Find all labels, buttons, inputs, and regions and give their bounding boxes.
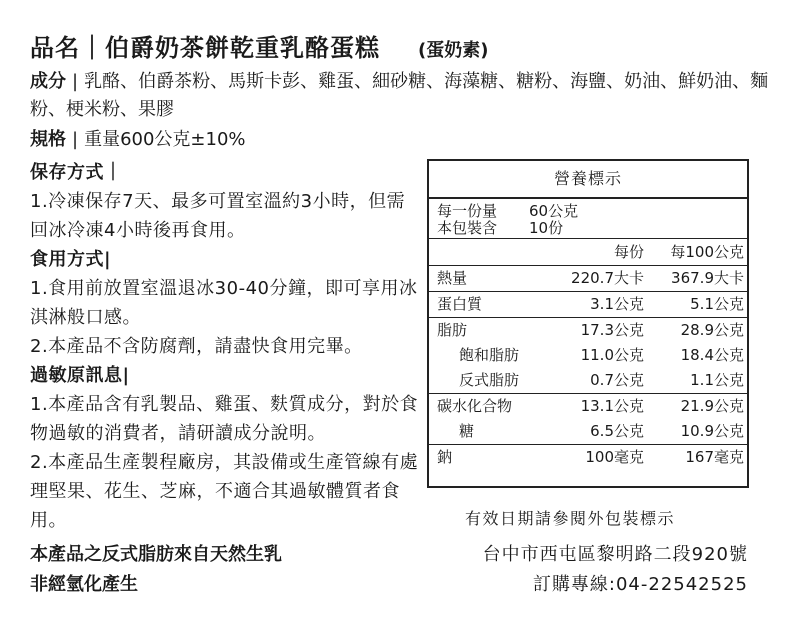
spec-text: 重量600公克±10% — [84, 129, 246, 150]
spec-separator: | — [72, 129, 79, 150]
usage-label: 食用方式| — [30, 249, 112, 270]
servings-label: 本包裝含 — [437, 219, 498, 237]
nutrient-per-serving: 11.0公克 — [580, 346, 644, 364]
nutrition-row — [429, 368, 747, 393]
nutrient-name: 鈉 — [437, 448, 453, 466]
expiry-note: 有效日期請參閱外包裝標示 — [465, 509, 676, 528]
contact-info — [483, 540, 748, 600]
nutrition-panel — [427, 159, 749, 488]
nutrient-per-serving: 3.1公克 — [590, 295, 644, 313]
nutrient-per-100g: 367.9大卡 — [671, 269, 744, 287]
nutrient-name: 脂肪 — [437, 321, 468, 339]
allergen-line: 2.本產品生產製程廠房，其設備或生產管線有處理堅果、花生、芝麻，不適合其過敏體質者食用。 — [30, 452, 419, 531]
nutrient-name: 蛋白質 — [437, 295, 483, 313]
diet-note: (蛋奶素) — [418, 40, 489, 61]
nutrient-per-100g: 1.1公克 — [690, 371, 744, 389]
nutrient-per-serving: 6.5公克 — [590, 422, 644, 440]
nutrition-row — [429, 444, 747, 470]
col-per-100g: 每100公克 — [670, 243, 744, 261]
nutrient-per-100g: 5.1公克 — [690, 295, 744, 313]
nutrient-per-serving: 220.7大卡 — [571, 269, 644, 287]
nutrient-per-100g: 28.9公克 — [680, 321, 744, 339]
nutrition-row — [429, 343, 747, 368]
nutrition-row — [429, 265, 747, 291]
col-per-serving: 每份 — [613, 243, 644, 261]
nutrient-name: 熱量 — [437, 269, 468, 287]
storage-line: 1.冷凍保存7天、最多可置室溫約3小時，但需回冰冷凍4小時後再食用。 — [30, 191, 406, 241]
product-name: 品名｜伯爵奶茶餅乾重乳酪蛋糕 — [30, 34, 380, 62]
trans-fat-note — [30, 540, 282, 600]
ingredients-label: 成分 — [30, 71, 66, 92]
nutrient-per-serving: 100毫克 — [585, 448, 644, 466]
nutrient-per-100g: 10.9公克 — [680, 422, 744, 440]
usage-line: 1.食用前放置室溫退冰30-40分鐘，即可享用冰淇淋般口感。 — [30, 278, 418, 328]
nutrient-per-100g: 18.4公克 — [680, 346, 744, 364]
ingredients-section — [30, 68, 775, 124]
allergen-label: 過敏原訊息| — [30, 365, 130, 386]
nutrient-name: 碳水化合物 — [437, 397, 513, 415]
nutrient-per-100g: 21.9公克 — [680, 397, 744, 415]
nutrition-header-row — [429, 239, 747, 265]
serving-size-label: 每一份量 — [437, 202, 498, 220]
servings-value: 10份 — [529, 219, 564, 237]
nutrition-row — [429, 317, 747, 343]
allergen-line: 1.本產品含有乳製品、雞蛋、麩質成分，對於食物過敏的消費者，請研讀成分說明。 — [30, 394, 419, 444]
product-title-row — [30, 28, 488, 63]
nutrient-name: 飽和脂肪 — [459, 346, 520, 364]
nutrient-per-serving: 0.7公克 — [590, 371, 644, 389]
nutrient-per-serving: 17.3公克 — [580, 321, 644, 339]
nutrition-row — [429, 393, 747, 419]
ingredients-text: 乳酪、伯爵茶粉、馬斯卡彭、雞蛋、細砂糖、海藻糖、糖粉、海鹽、奶油、鮮奶油、麵粉、梗米粉、果膠 — [30, 71, 769, 120]
hotline-text: 訂購專線:04-22542525 — [532, 574, 748, 595]
storage-label: 保存方式｜ — [30, 162, 123, 183]
usage-line: 2.本產品不含防腐劑，請盡快食用完畢。 — [30, 336, 363, 357]
nutrient-per-serving: 13.1公克 — [580, 397, 644, 415]
nutrient-name: 糖 — [459, 422, 475, 440]
spec-section — [30, 126, 246, 154]
nutrition-row — [429, 291, 747, 317]
nutrient-per-100g: 167毫克 — [685, 448, 744, 466]
nutrition-title: 營養標示 — [429, 161, 747, 199]
serving-info — [429, 199, 747, 239]
spec-label: 規格 — [30, 129, 66, 150]
nutrient-name: 反式脂肪 — [459, 371, 520, 389]
trans-fat-line-2: 非經氫化產生 — [30, 574, 138, 595]
serving-size-value: 60公克 — [529, 202, 579, 220]
instructions-column — [30, 158, 420, 535]
ingredients-separator: | — [72, 71, 79, 92]
trans-fat-line-1: 本產品之反式脂肪來自天然生乳 — [30, 544, 282, 565]
address-text: 台中市西屯區黎明路二段920號 — [482, 544, 748, 565]
nutrition-row — [429, 419, 747, 444]
